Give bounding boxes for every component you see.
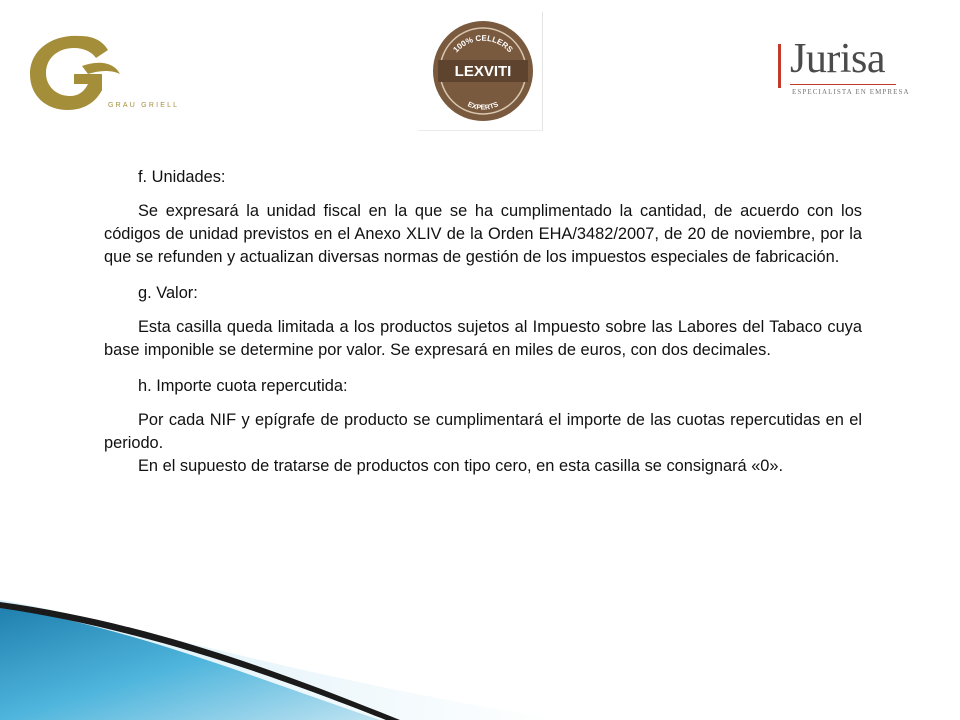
lexviti-bottom-text: EXPERTS: [466, 101, 500, 112]
paragraph-importe-2: En el supuesto de tratarse de productos con tipo cero, en esta casilla se consignará «0».: [138, 457, 784, 475]
section-heading-valor: g. Valor:: [138, 284, 198, 302]
paragraph-unidades: Se expresará la unidad fiscal en la que se ha cumplimentado la cantidad, de acuerdo con los códigos de unidad previstos en el Anexo XLIV de la Orden EHA/3482/2007, de 20 de noviembre, por la que se refunden y actualizan diversas normas de gestión de los impuestos especiales de fabricación.: [104, 202, 862, 266]
jurisa-tagline: ESPECIALISTA EN EMPRESA: [792, 88, 910, 96]
jurisa-divider: [790, 84, 896, 85]
jurisa-logo-text: Jurisa: [790, 36, 885, 82]
paragraph-valor: Esta casilla queda limitada a los productos sujetos al Impuesto sobre las Labores del Tabaco cuya base imponible se determine por valor. Se expresará en miles de euros, con dos decimales.: [104, 318, 862, 359]
document-body: [104, 166, 862, 478]
lexviti-logo: [430, 18, 536, 124]
section-heading-unidades: f. Unidades:: [138, 168, 226, 186]
paragraph-importe-1: Por cada NIF y epígrafe de producto se cumplimentará el importe de las cuotas repercutidas en el periodo.: [104, 411, 862, 452]
decorative-swoosh: [0, 560, 960, 720]
grau-griell-caption: GRAU GRIELL: [108, 102, 180, 109]
lexviti-name: LEXVITI: [454, 63, 512, 80]
section-heading-importe: h. Importe cuota repercutida:: [138, 377, 348, 395]
lexviti-top-text: 100% CELLERS: [451, 33, 515, 55]
